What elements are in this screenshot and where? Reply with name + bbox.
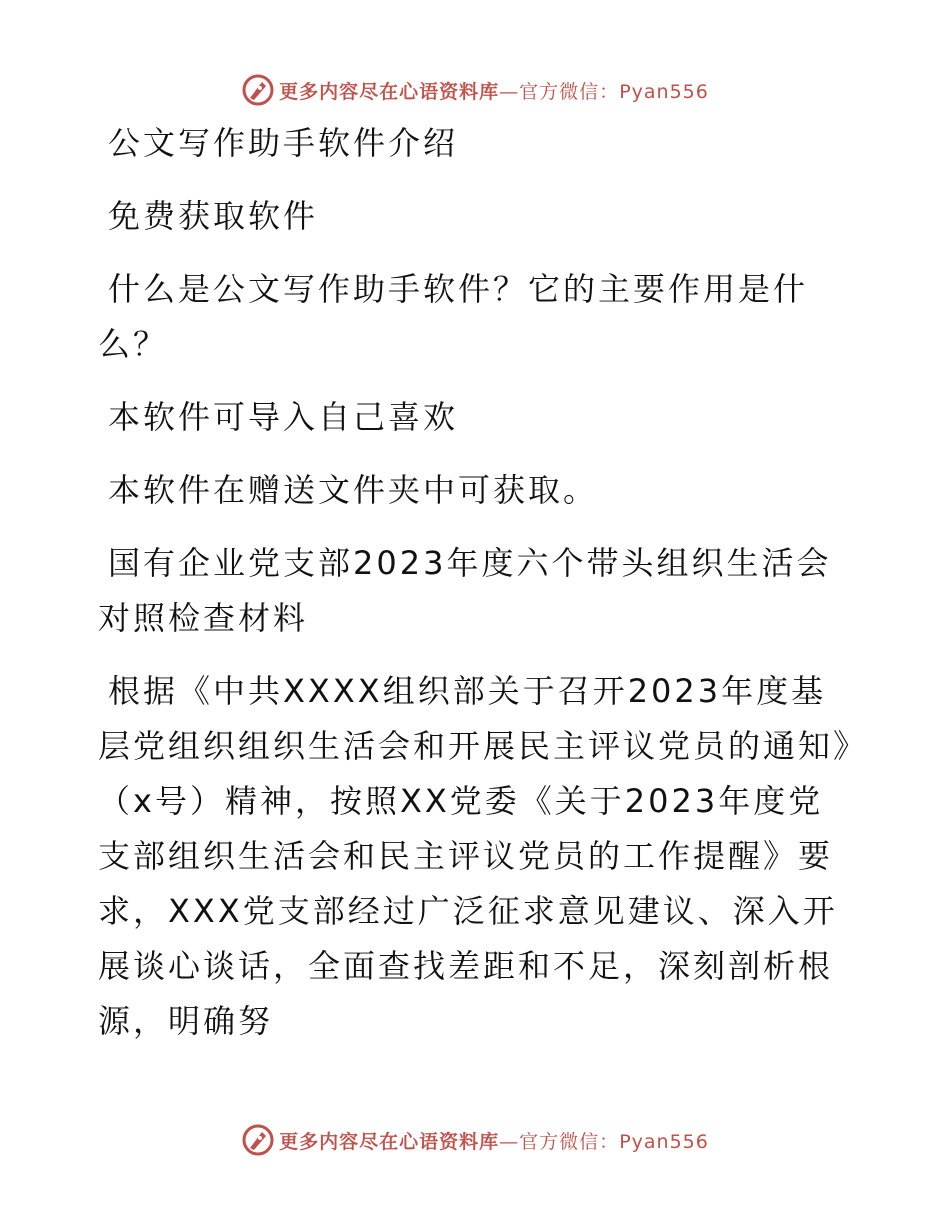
header-wechat-label: 官方微信： — [519, 80, 620, 103]
paragraph-3: 什么是公文写作助手软件？它的主要作用是什么？ — [98, 270, 809, 363]
footer-wechat-id: Pyan556 — [619, 1130, 709, 1153]
footer-banner-text — [279, 1127, 709, 1154]
footer-site-text: 更多内容尽在心语资料库 — [279, 1130, 500, 1153]
header-banner-text — [279, 77, 709, 104]
header-dash: — — [499, 80, 520, 103]
paragraph-7: 根据《中共XXXX组织部关于召开2023年度基层党组织组织生活会和开展民主评议党员的通知》（x号）精神，按照XX党委《关于2023年度党支部组织生活会和民主评议党员的工作提醒》要求，XXX党支部经过广泛征求意见建议、深入开展谈心谈话，全面查找差距和不足，深刻剖析根源，明确努 — [98, 672, 853, 1040]
header-banner — [0, 70, 950, 110]
footer-banner — [0, 1120, 950, 1160]
paragraph-4: 本软件可导入自己喜欢 — [108, 398, 459, 436]
header-site-text: 更多内容尽在心语资料库 — [279, 80, 500, 103]
footer-dash: — — [499, 1130, 520, 1153]
paragraph-2: 免费获取软件 — [108, 197, 319, 235]
document-body — [98, 116, 858, 1049]
pen-nib-logo-icon — [241, 73, 275, 107]
paragraph-1: 公文写作助手软件介绍 — [108, 124, 459, 162]
pen-nib-logo-icon — [241, 1123, 275, 1157]
footer-wechat-label: 官方微信： — [519, 1130, 620, 1153]
header-wechat-id: Pyan556 — [619, 80, 709, 103]
paragraph-5: 本软件在赠送文件夹中可获取。 — [108, 471, 599, 509]
document-title: 国有企业党支部2023年度六个带头组织生活会对照检查材料 — [98, 544, 832, 637]
